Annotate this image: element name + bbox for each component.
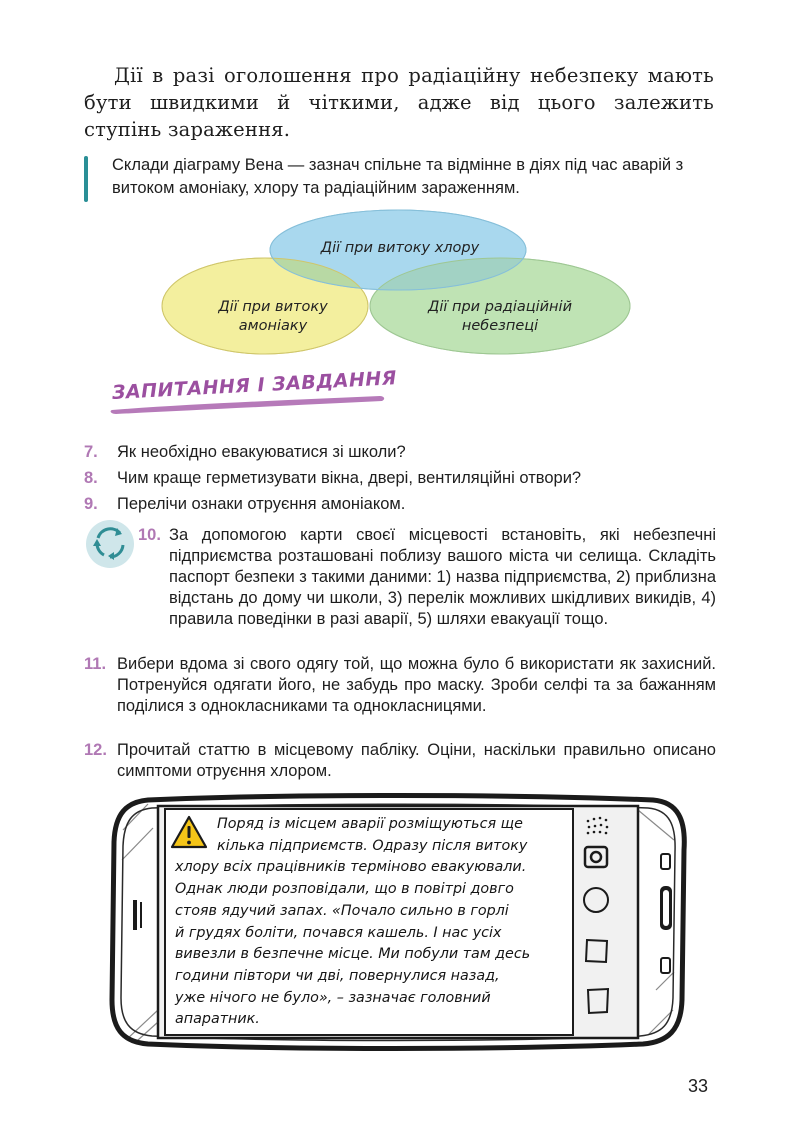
- question-7: [84, 442, 716, 463]
- question-text: Чим краще герметизувати вікна, двері, вентиляційні отвори?: [117, 469, 582, 487]
- venn-label-ammonia-line1: Дії при витоку: [218, 299, 328, 315]
- venn-label-ammonia: [198, 298, 348, 336]
- venn-label-chlorine: Дії при витоку хлору: [320, 240, 480, 256]
- question-text: Як необхідно евакуюватися зі школи?: [117, 443, 406, 461]
- group-work-icon: [84, 518, 136, 570]
- question-10: [138, 525, 716, 630]
- question-number: 8.: [84, 469, 98, 487]
- question-number: 12.: [84, 741, 107, 759]
- question-number: 9.: [84, 495, 98, 513]
- question-number: 11.: [84, 655, 107, 673]
- article-line: Поряд із місцем аварії розміщуються ще: [217, 816, 523, 832]
- article-line: й грудях боліти, почався кашель. І нас усіх: [175, 924, 502, 941]
- venn-label-radiation-line1: Дії при радіаційній: [428, 299, 572, 315]
- question-text: Прочитай статтю в місцевому пабліку. Оціни, наскільки правильно описано симптоми отруєння хлором.: [117, 741, 716, 780]
- question-text: Вибери вдома зі свого одягу той, що можна було б використати як захисний. Потренуйся одягати його, не забудь про маску. Зроби селфі та за бажанням поділися з однокласниками та однокласницями.: [117, 655, 716, 715]
- venn-label-ammonia-line2: амоніаку: [238, 318, 308, 334]
- article-line: хлору всіх працівників терміново евакуювали.: [175, 859, 527, 876]
- task-text: Склади діаграму Вена — зазнач спільне та відмінне в діях під час аварій з витоком амоніаку, хлору та радіаційним зараженням.: [112, 156, 684, 197]
- question-text: Перелічи ознаки отруєння амоніаком.: [117, 495, 406, 513]
- article-line: вивезли в безпечне місце. Ми побули там десь: [175, 946, 531, 963]
- venn-diagram: [160, 208, 640, 368]
- venn-label-radiation: [415, 298, 585, 336]
- question-12: [84, 740, 716, 782]
- question-text: За допомогою карти своєї місцевості встановіть, які небезпечні підприємства розташовані поблизу вашого міста чи селища. Складіть паспорт безпеки з такими даними: 1) назва підприємства, 2) приблизна відстань до дому чи школи, 3) перелік можливих шкідливих викидів, 4) правила поведінки в разі аварії, 5) шляхи евакуації тощо.: [169, 526, 716, 628]
- article-line: Однак люди розповідали, що в повітрі довго: [175, 881, 514, 898]
- article-line: кілька підприємств. Одразу після витоку: [217, 837, 528, 854]
- article-line: стояв ядучий запах. «Почало сильно в горлі: [175, 902, 509, 919]
- page-number: 33: [688, 1076, 709, 1096]
- section-title: [108, 367, 398, 420]
- article-line: апаратник.: [175, 1011, 260, 1028]
- section-title-text: ЗАПИТАННЯ І ЗАВДАННЯ: [111, 367, 398, 404]
- question-number: 10.: [138, 526, 161, 544]
- intro-paragraph: Дії в разі оголошення про радіаційну небезпеку мають бути швидкими й чіткими, адже від цього залежить ступінь зараження.: [84, 64, 714, 141]
- article-line: години півтори чи дві, повернулися назад,: [175, 967, 500, 984]
- article-text: [175, 814, 565, 1031]
- question-8: [84, 468, 716, 489]
- question-number: 7.: [84, 443, 98, 461]
- question-9: [84, 494, 716, 515]
- task-accent-bar: [84, 156, 88, 202]
- article-line: уже нічого не було», – зазначає головний: [175, 989, 491, 1006]
- task-block: [84, 152, 716, 202]
- question-11: [84, 654, 716, 717]
- venn-label-radiation-line2: небезпеці: [461, 318, 539, 334]
